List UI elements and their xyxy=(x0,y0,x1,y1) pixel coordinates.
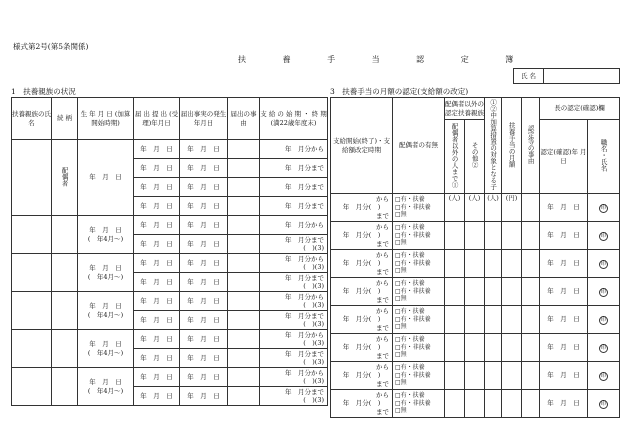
others-count-cell[interactable] xyxy=(465,250,485,278)
from-label: から xyxy=(376,363,389,372)
page-title: 扶 養 手 当 認 定 簿 xyxy=(238,55,531,64)
period-main: 年 月分まで xyxy=(285,387,324,396)
other-count-cell[interactable] xyxy=(445,250,465,278)
submitted-cell: 年 月 日 xyxy=(134,178,180,197)
occurred-cell: 年 月 日 xyxy=(180,292,228,311)
name-label: 氏 名 xyxy=(514,69,544,84)
period-note: ( )(3) xyxy=(303,244,324,252)
birth-cell xyxy=(78,368,134,406)
cert-date-cell: 年 月 日 xyxy=(540,222,588,250)
reason-cell[interactable] xyxy=(522,362,540,390)
col-dependent-name: 扶養親族の氏名 xyxy=(12,98,52,140)
others-count-cell[interactable] xyxy=(465,390,485,418)
occurred-cell: 年 月 日 xyxy=(180,368,228,387)
seal-icon: 印 xyxy=(600,400,607,407)
seal-icon: 印 xyxy=(600,232,607,239)
month-label: 年 月分( ) xyxy=(342,231,381,240)
option-no-spouse[interactable]: □無 xyxy=(395,323,407,331)
spouse-status-cell[interactable] xyxy=(393,334,445,362)
occurred-cell: 年 月 日 xyxy=(180,140,228,159)
month-label: 年 月分( ) xyxy=(342,315,381,324)
from-label: から xyxy=(376,279,389,288)
child-add-cell[interactable] xyxy=(485,306,502,334)
reason-cell[interactable] xyxy=(228,330,260,349)
occurred-cell: 年 月 日 xyxy=(180,216,228,235)
option-no-spouse[interactable]: □無 xyxy=(395,379,407,387)
child-add-cell[interactable] xyxy=(485,362,502,390)
option-spouse-dependent[interactable]: □有・扶養 xyxy=(395,336,425,344)
reason-cell[interactable] xyxy=(522,334,540,362)
period-cell xyxy=(260,216,328,235)
birth-april: 年4月〜 xyxy=(96,310,121,319)
submitted-cell: 年 月 日 xyxy=(134,216,180,235)
col-cert-date: 認定(確認)年 月 日 xyxy=(540,120,588,194)
reason-cell[interactable] xyxy=(228,368,260,387)
reason-cell[interactable] xyxy=(228,178,260,197)
table-row xyxy=(12,254,328,273)
table-row xyxy=(331,334,620,362)
period-cell: 年 月分から xyxy=(260,140,328,159)
birth-cell xyxy=(78,330,134,368)
table-row xyxy=(331,278,620,306)
allowance-body xyxy=(331,194,620,418)
cert-date-cell: 年 月 日 xyxy=(540,334,588,362)
to-label: まで xyxy=(376,407,389,416)
official-cell xyxy=(588,194,620,222)
period-cell xyxy=(260,292,328,311)
birth-add-start: ( 年4月〜) xyxy=(87,386,124,395)
option-spouse-nondependent[interactable]: □有・非扶養 xyxy=(395,399,431,407)
table-row xyxy=(12,140,328,159)
period-main: 年 月分から xyxy=(285,292,324,301)
start-period-cell xyxy=(331,334,393,362)
col-others: その他② xyxy=(470,142,479,169)
other-count-cell[interactable] xyxy=(445,278,465,306)
table-row xyxy=(331,194,620,222)
option-spouse-nondependent[interactable]: □有・非扶養 xyxy=(395,343,431,351)
submitted-cell: 年 月 日 xyxy=(134,368,180,387)
birth-april: 年4月〜 xyxy=(96,348,121,357)
birth-add-start: ( 年4月〜) xyxy=(87,310,124,319)
period-main: 年 月分から xyxy=(285,254,324,263)
birth-april: 年4月〜 xyxy=(96,234,121,243)
child-add-cell[interactable] xyxy=(485,250,502,278)
option-spouse-dependent[interactable]: □有・扶養 xyxy=(395,252,425,260)
period-main: 年 月分から xyxy=(285,220,324,229)
from-label: から xyxy=(376,223,389,232)
relation-cell[interactable] xyxy=(52,368,78,406)
period-main: 年 月分まで xyxy=(285,273,324,282)
monthly-amount-cell[interactable] xyxy=(502,250,522,278)
birth-april: 年4月〜 xyxy=(96,272,121,281)
cert-date-cell: 年 月 日 xyxy=(540,278,588,306)
monthly-amount-cell[interactable] xyxy=(502,362,522,390)
period-main: 年 月分から xyxy=(285,368,324,377)
submitted-cell: 年 月 日 xyxy=(134,330,180,349)
reason-cell[interactable] xyxy=(522,390,540,418)
period-cell xyxy=(260,235,328,254)
col-spouse-status: 配偶者の有無 xyxy=(393,98,445,194)
birth-april: 年4月〜 xyxy=(96,386,121,395)
period-note: ( )(3) xyxy=(303,396,324,404)
birth-add-start: ( 年4月〜) xyxy=(87,272,124,281)
others-count-cell[interactable] xyxy=(465,222,485,250)
table-row xyxy=(12,216,328,235)
occurred-cell: 年 月 日 xyxy=(180,178,228,197)
spouse-status-cell[interactable] xyxy=(393,194,445,222)
official-cell xyxy=(588,306,620,334)
seal-icon: 印 xyxy=(600,204,607,211)
official-cell xyxy=(588,390,620,418)
period-note: ( )(3) xyxy=(303,263,324,271)
col-birth: 生 年 月 日 (加算開始時期) xyxy=(78,98,134,140)
option-no-spouse[interactable]: □無 xyxy=(395,407,407,415)
period-main: 年 月分まで xyxy=(285,311,324,320)
month-label: 年 月分( ) xyxy=(342,259,381,268)
others-count-cell[interactable] xyxy=(465,278,485,306)
to-label: まで xyxy=(376,295,389,304)
option-spouse-nondependent[interactable]: □有・非扶養 xyxy=(395,203,431,211)
period-cell xyxy=(260,311,328,330)
reason-cell[interactable] xyxy=(228,349,260,368)
occurred-cell: 年 月 日 xyxy=(180,387,228,406)
month-label: 年 月分( ) xyxy=(342,371,381,380)
col-reason3: 認定等の事由 xyxy=(526,124,535,164)
col-child-add: ①②中加算措置の対象となる子 xyxy=(489,98,498,190)
spouse-status-cell[interactable] xyxy=(393,222,445,250)
spouse-status-cell[interactable] xyxy=(393,362,445,390)
option-spouse-dependent[interactable]: □有・扶養 xyxy=(395,196,425,204)
col-other-sub: 配偶者以外の人まで① xyxy=(450,122,459,188)
birth-date: 年 月 日 xyxy=(89,302,122,311)
reason-cell[interactable] xyxy=(522,278,540,306)
period-main: 年 月分から xyxy=(285,330,324,339)
period-note: ( )(3) xyxy=(303,320,324,328)
col-relation: 続 柄 xyxy=(52,98,78,140)
official-cell xyxy=(588,250,620,278)
start-period-cell xyxy=(331,250,393,278)
submitted-cell: 年 月 日 xyxy=(134,387,180,406)
other-count-cell[interactable] xyxy=(445,334,465,362)
relation-cell[interactable] xyxy=(52,216,78,254)
col-occurred: 届出事実の発生年月日 xyxy=(180,98,228,140)
start-period-cell xyxy=(331,278,393,306)
option-no-spouse[interactable]: □無 xyxy=(395,267,407,275)
relation-spouse-text: 配偶者 xyxy=(60,166,69,187)
reason-cell[interactable] xyxy=(228,292,260,311)
col-submitted: 届 出 提 出 (受理)年月日 xyxy=(134,98,180,140)
monthly-amount-cell[interactable]: (円) xyxy=(502,194,522,222)
period-cell: 年 月分まで xyxy=(260,178,328,197)
reason-cell[interactable] xyxy=(228,273,260,292)
table-row xyxy=(331,222,620,250)
occurred-cell: 年 月 日 xyxy=(180,197,228,216)
option-no-spouse[interactable]: □無 xyxy=(395,239,407,247)
monthly-amount-cell[interactable] xyxy=(502,306,522,334)
reason-cell[interactable] xyxy=(522,194,540,222)
dependents-table xyxy=(11,97,328,406)
others-count-cell[interactable] xyxy=(465,334,485,362)
monthly-amount-cell[interactable] xyxy=(502,222,522,250)
period-cell xyxy=(260,349,328,368)
period-cell: 年 月分まで xyxy=(260,159,328,178)
from-label: から xyxy=(376,251,389,260)
occurred-cell: 年 月 日 xyxy=(180,311,228,330)
reason-cell[interactable] xyxy=(228,311,260,330)
seal-icon: 印 xyxy=(600,344,607,351)
option-spouse-dependent[interactable]: □有・扶養 xyxy=(395,280,425,288)
option-spouse-nondependent[interactable]: □有・非扶養 xyxy=(395,287,431,295)
col-period: 支 給 の 始 期 ・ 終 期 (満22歳年度末) xyxy=(260,98,328,140)
section1-heading: 1 扶養親族の状況 xyxy=(11,87,76,96)
start-period-cell xyxy=(331,362,393,390)
section3-heading: 3 扶養手当の月額の認定(支給額の改定) xyxy=(330,87,469,96)
option-spouse-dependent[interactable]: □有・扶養 xyxy=(395,224,425,232)
monthly-amount-cell[interactable] xyxy=(502,334,522,362)
period-main: 年 月分まで xyxy=(285,235,324,244)
dependent-name-cell[interactable] xyxy=(12,216,52,254)
period-cell xyxy=(260,387,328,406)
spouse-status-cell[interactable] xyxy=(393,278,445,306)
official-cell xyxy=(588,362,620,390)
child-add-cell[interactable] xyxy=(485,390,502,418)
relation-cell[interactable] xyxy=(52,254,78,292)
cert-date-cell: 年 月 日 xyxy=(540,250,588,278)
col-other-group: 配偶者以外の認定扶養親族 xyxy=(445,98,485,120)
submitted-cell: 年 月 日 xyxy=(134,349,180,368)
other-count-cell[interactable] xyxy=(445,222,465,250)
period-cell xyxy=(260,368,328,387)
option-spouse-nondependent[interactable]: □有・非扶養 xyxy=(395,259,431,267)
reason-cell[interactable] xyxy=(522,306,540,334)
submitted-cell: 年 月 日 xyxy=(134,140,180,159)
reason-cell[interactable] xyxy=(228,235,260,254)
period-note: ( )(3) xyxy=(303,339,324,347)
submitted-cell: 年 月 日 xyxy=(134,159,180,178)
table-row xyxy=(12,292,328,311)
period-cell xyxy=(260,254,328,273)
other-count-cell[interactable]: (人) xyxy=(445,194,465,222)
to-label: まで xyxy=(376,267,389,276)
monthly-amount-cell[interactable] xyxy=(502,390,522,418)
relation-spouse xyxy=(52,140,78,216)
dependent-name-cell[interactable] xyxy=(12,254,52,292)
table-row xyxy=(12,368,328,387)
option-no-spouse[interactable]: □無 xyxy=(395,295,407,303)
spouse-status-cell[interactable] xyxy=(393,390,445,418)
reason-cell[interactable] xyxy=(228,140,260,159)
dependent-name-cell[interactable] xyxy=(12,140,52,216)
seal-icon: 印 xyxy=(600,316,607,323)
submitted-cell: 年 月 日 xyxy=(134,292,180,311)
option-no-spouse[interactable]: □無 xyxy=(395,211,407,219)
period-cell xyxy=(260,330,328,349)
seal-icon: 印 xyxy=(600,372,607,379)
cert-date-cell: 年 月 日 xyxy=(540,362,588,390)
submitted-cell: 年 月 日 xyxy=(134,197,180,216)
child-add-cell[interactable] xyxy=(485,278,502,306)
form-number: 様式第2号(第5条関係) xyxy=(13,42,89,51)
reason-cell[interactable] xyxy=(522,250,540,278)
occurred-cell: 年 月 日 xyxy=(180,235,228,254)
relation-cell[interactable] xyxy=(52,330,78,368)
col-start-period: 支給開始(終了)・支給額改定時期 xyxy=(331,98,393,194)
occurred-cell: 年 月 日 xyxy=(180,330,228,349)
from-label: から xyxy=(376,335,389,344)
col-monthly-amount: 扶養手当の月額 xyxy=(507,121,516,168)
table-row xyxy=(12,330,328,349)
reason-cell[interactable] xyxy=(228,216,260,235)
reason-cell[interactable] xyxy=(228,159,260,178)
other-count-cell[interactable] xyxy=(445,362,465,390)
period-note: ( )(3) xyxy=(303,377,324,385)
month-label: 年 月分( ) xyxy=(342,343,381,352)
start-period-cell xyxy=(331,390,393,418)
others-count-cell[interactable] xyxy=(465,306,485,334)
birth-cell xyxy=(78,216,134,254)
others-count-cell[interactable]: (人) xyxy=(465,194,485,222)
from-label: から xyxy=(376,195,389,204)
period-cell xyxy=(260,273,328,292)
option-spouse-nondependent[interactable]: □有・非扶養 xyxy=(395,371,431,379)
table-row xyxy=(331,306,620,334)
occurred-cell: 年 月 日 xyxy=(180,159,228,178)
dependent-name-cell[interactable] xyxy=(12,330,52,368)
birth-date: 年 月 日 xyxy=(89,264,122,273)
reason-cell[interactable] xyxy=(228,197,260,216)
to-label: まで xyxy=(376,323,389,332)
option-spouse-dependent[interactable]: □有・扶養 xyxy=(395,392,425,400)
table-row xyxy=(331,390,620,418)
period-main: 年 月分まで xyxy=(285,349,324,358)
others-count-cell[interactable] xyxy=(465,362,485,390)
birth-date: 年 月 日 xyxy=(89,340,122,349)
name-field[interactable] xyxy=(544,69,620,84)
option-spouse-nondependent[interactable]: □有・非扶養 xyxy=(395,231,431,239)
option-no-spouse[interactable]: □無 xyxy=(395,351,407,359)
col-head-group: 長の認定(確認)欄 xyxy=(540,98,620,120)
submitted-cell: 年 月 日 xyxy=(134,254,180,273)
birth-cell xyxy=(78,292,134,330)
start-period-cell xyxy=(331,194,393,222)
to-label: まで xyxy=(376,351,389,360)
col-official: 職名・氏名 xyxy=(599,139,608,172)
start-period-cell xyxy=(331,222,393,250)
to-label: まで xyxy=(376,239,389,248)
allowance-table xyxy=(330,97,620,418)
other-count-cell[interactable] xyxy=(445,306,465,334)
submitted-cell: 年 月 日 xyxy=(134,235,180,254)
birth-add-start: ( 年4月〜) xyxy=(87,348,124,357)
occurred-cell: 年 月 日 xyxy=(180,273,228,292)
child-add-cell[interactable]: (人) xyxy=(485,194,502,222)
period-note: ( )(3) xyxy=(303,282,324,290)
birth-cell: 年 月 日 xyxy=(78,140,134,216)
birth-cell xyxy=(78,254,134,292)
spouse-status-cell[interactable] xyxy=(393,306,445,334)
submitted-cell: 年 月 日 xyxy=(134,273,180,292)
table-row xyxy=(331,362,620,390)
option-spouse-dependent[interactable]: □有・扶養 xyxy=(395,308,425,316)
official-cell xyxy=(588,334,620,362)
official-cell xyxy=(588,222,620,250)
option-spouse-dependent[interactable]: □有・扶養 xyxy=(395,364,425,372)
birth-date: 年 月 日 xyxy=(89,226,122,235)
table-row xyxy=(331,250,620,278)
from-label: から xyxy=(376,307,389,316)
option-spouse-nondependent[interactable]: □有・非扶養 xyxy=(395,315,431,323)
period-note: ( )(3) xyxy=(303,301,324,309)
month-label: 年 月分( ) xyxy=(342,203,381,212)
seal-icon: 印 xyxy=(600,288,607,295)
to-label: まで xyxy=(376,379,389,388)
reason-cell[interactable] xyxy=(228,254,260,273)
occurred-cell: 年 月 日 xyxy=(180,349,228,368)
monthly-amount-cell[interactable] xyxy=(502,278,522,306)
cert-date-cell: 年 月 日 xyxy=(540,390,588,418)
period-cell: 年 月分まで xyxy=(260,197,328,216)
official-cell xyxy=(588,278,620,306)
birth-date: 年 月 日 xyxy=(89,378,122,387)
cert-date-cell: 年 月 日 xyxy=(540,194,588,222)
relation-cell[interactable] xyxy=(52,292,78,330)
spouse-status-cell[interactable] xyxy=(393,250,445,278)
name-box xyxy=(513,68,620,84)
period-note: ( )(3) xyxy=(303,358,324,366)
reason-cell[interactable] xyxy=(228,387,260,406)
seal-icon: 印 xyxy=(600,260,607,267)
occurred-cell: 年 月 日 xyxy=(180,254,228,273)
submitted-cell: 年 月 日 xyxy=(134,311,180,330)
dependents-body xyxy=(12,140,328,406)
reason-cell[interactable] xyxy=(522,222,540,250)
other-count-cell[interactable] xyxy=(445,390,465,418)
month-label: 年 月分( ) xyxy=(342,287,381,296)
col-reason: 届出の事由 xyxy=(228,98,260,140)
birth-add-start: ( 年4月〜) xyxy=(87,234,124,243)
dependent-name-cell[interactable] xyxy=(12,292,52,330)
dependent-name-cell[interactable] xyxy=(12,368,52,406)
start-period-cell xyxy=(331,306,393,334)
to-label: まで xyxy=(376,211,389,220)
from-label: から xyxy=(376,391,389,400)
cert-date-cell: 年 月 日 xyxy=(540,306,588,334)
child-add-cell[interactable] xyxy=(485,222,502,250)
child-add-cell[interactable] xyxy=(485,334,502,362)
month-label: 年 月分( ) xyxy=(342,399,381,408)
